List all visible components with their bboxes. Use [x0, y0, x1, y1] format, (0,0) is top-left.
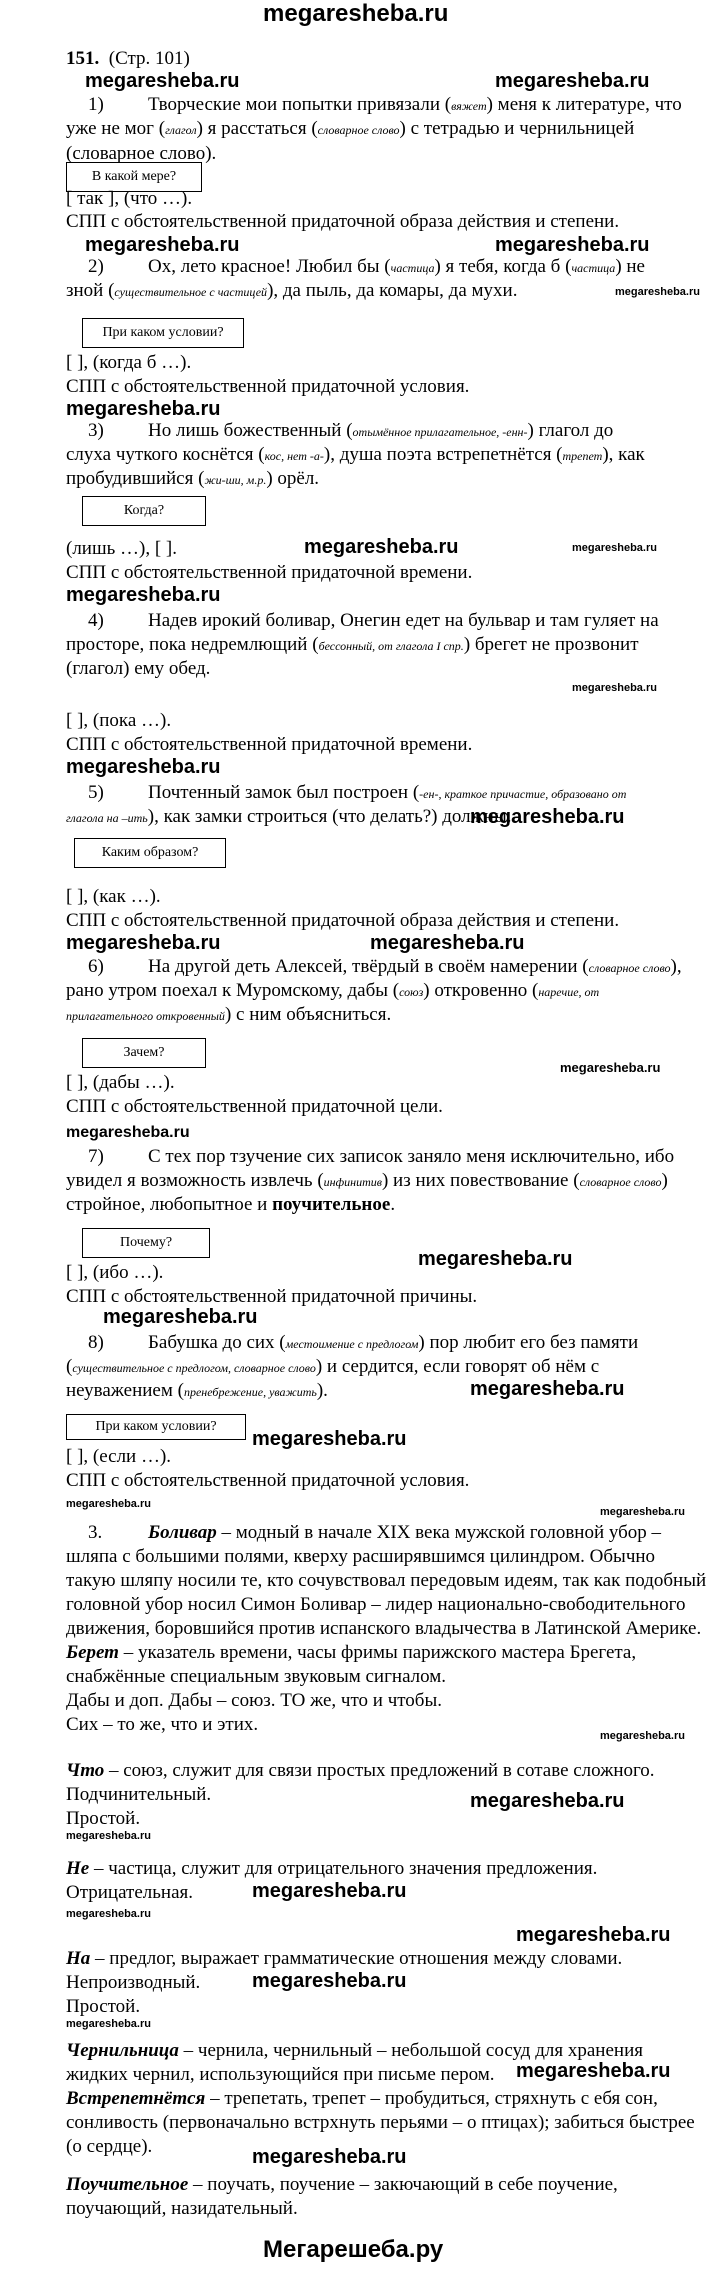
sentence-type: СПП с обстоятельственной придаточной условия. — [66, 376, 470, 397]
scheme: [ ], (ибо …). — [66, 1262, 164, 1283]
watermark-small: megaresheba.ru — [66, 1908, 151, 1920]
item-line: зной (существительное с частицей), да пыль, да комары, да мухи. — [66, 280, 518, 301]
scheme: [ так ], (что …). — [66, 188, 193, 209]
definition-line: Боливар – модный в начале XIX века мужской головной убор – — [148, 1522, 662, 1543]
watermark-small: megaresheba.ru — [572, 542, 657, 554]
item-line: (словарное слово). — [66, 143, 217, 164]
scheme: [ ], (как …). — [66, 886, 161, 907]
scheme: [ ], (дабы …). — [66, 1072, 175, 1093]
item-line: глагола на –ить), как замки строиться (что делать?) должны. — [66, 806, 512, 827]
item-line: Но лишь божественный (отымённое прилагательное, -енн-) глагол до — [148, 420, 614, 441]
question-box: В какой мере? — [66, 162, 202, 192]
watermark: megaresheba.ru — [470, 1790, 625, 1812]
item-number: 4) — [88, 610, 104, 631]
scheme: (лишь …), [ ]. — [66, 538, 178, 559]
watermark: megaresheba.ru — [85, 70, 240, 92]
definition-line: такую шляпу носили те, кто сочувствовал передовым идеям, так как подобный — [66, 1570, 707, 1591]
definition-line: Дабы и доп. Дабы – союз. ТО же, что и чтобы. — [66, 1690, 442, 1711]
scheme: [ ], (когда б …). — [66, 352, 192, 373]
sentence-type: СПП с обстоятельственной придаточной образа действия и степени. — [66, 211, 620, 232]
definition-line: шляпа с большими полями, кверху расширявшимся цилиндром. Обычно — [66, 1546, 656, 1567]
item-line: рано утром поехал к Муромскому, дабы (союз) откровенно (наречие, от — [66, 980, 600, 1001]
watermark: megaresheba.ru — [495, 234, 650, 256]
section-number: 3. — [88, 1522, 103, 1543]
definition-line: жидких чернил, использующийся при письме пером. — [66, 2064, 495, 2085]
item-line: увидел я возможность извлечь (инфинитив) из них повествование (словарное слово) — [66, 1170, 668, 1191]
item-number: 7) — [88, 1146, 104, 1167]
watermark-small: megaresheba.ru — [66, 1498, 151, 1510]
watermark: megaresheba.ru — [516, 1924, 671, 1946]
question-box: При каком условии? — [82, 318, 244, 348]
item-line: просторе, пока недремлющий (бессонный, от глагола I спр.) брегет не прозвонит — [66, 634, 639, 655]
definition-line: Простой. — [66, 1996, 141, 2017]
definition-line: (о сердце). — [66, 2136, 153, 2157]
item-line: неуважением (пренебрежение, уважить). — [66, 1380, 328, 1401]
definition-line: Сих – то же, что и этих. — [66, 1714, 259, 1735]
item-line: уже не мог (глагол) я расстаться (словарное слово) с тетрадью и чернильницей — [66, 118, 635, 139]
definition-line: Берет – указатель времени, часы фримы парижского мастера Брегета, — [66, 1642, 637, 1663]
question-box: Зачем? — [82, 1038, 206, 1068]
definition-line: Непроизводный. — [66, 1972, 201, 1993]
watermark: megaresheba.ru — [495, 70, 650, 92]
item-number: 8) — [88, 1332, 104, 1353]
sentence-type: СПП с обстоятельственной придаточной времени. — [66, 562, 473, 583]
item-number: 1) — [88, 94, 104, 115]
definition-line: Простой. — [66, 1808, 141, 1829]
item-line: (существительное с предлогом, словарное слово) и сердится, если говорят об нём с — [66, 1356, 600, 1377]
question-box: Когда? — [82, 496, 206, 526]
watermark: megaresheba.ru — [516, 2060, 671, 2082]
item-line: (глагол) ему обед. — [66, 658, 211, 679]
item-line: С тех пор тзучение сих записок заняло меня исключительно, ибо — [148, 1146, 675, 1167]
definition-line: Встрепетнётся – трепетать, трепет – пробудиться, стряхнуть с ебя сон, — [66, 2088, 658, 2109]
watermark: megaresheba.ru — [470, 1378, 625, 1400]
item-line: прилагательного откровенный) с ним объясниться. — [66, 1004, 392, 1025]
definition-line: Поучительное – поучать, поучение – закючающий в себе поучение, — [66, 2174, 618, 2195]
definition-line: Подчинительный. — [66, 1784, 212, 1805]
scheme: [ ], (пока …). — [66, 710, 172, 731]
watermark: megaresheba.ru — [304, 536, 459, 558]
sentence-type: СПП с обстоятельственной придаточной условия. — [66, 1470, 470, 1491]
item-number: 5) — [88, 782, 104, 803]
watermark-small: megaresheba.ru — [66, 1124, 190, 1141]
item-number: 2) — [88, 256, 104, 277]
exercise-page: (Стр. 101) — [108, 48, 190, 69]
watermark-small: megaresheba.ru — [66, 1830, 151, 1842]
definition-line: сонливость (первоначально встрхнуть перьями – о птицах); забиться быстрее — [66, 2112, 695, 2133]
definition-line: На – предлог, выражает грамматические отношения между словами. — [66, 1948, 623, 1969]
item-line: стройное, любопытное и поучительное. — [66, 1194, 396, 1215]
scheme: [ ], (если …). — [66, 1446, 172, 1467]
item-line: Почтенный замок был построен (-ен-, краткое причастие, образовано от — [148, 782, 627, 803]
watermark: megaresheba.ru — [418, 1248, 573, 1270]
definition-line: Отрицательная. — [66, 1882, 194, 1903]
item-line: Бабушка до сих (местоимение с предлогом) пор любит его без памяти — [148, 1332, 639, 1353]
sentence-type: СПП с обстоятельственной придаточной причины. — [66, 1286, 478, 1307]
definition-line: движения, боровшийся против испанского владычества в Латинской Америке. — [66, 1618, 702, 1639]
sentence-type: СПП с обстоятельственной придаточной цели. — [66, 1096, 443, 1117]
watermark: megaresheba.ru — [470, 806, 625, 828]
definition-line: снабжённые специальным звуковым сигналом. — [66, 1666, 447, 1687]
watermark: megaresheba.ru — [252, 1880, 407, 1902]
item-line: пробудившийся (жи-ши, м.р.) орёл. — [66, 468, 320, 489]
item-number: 3) — [88, 420, 104, 441]
item-line: Надев ирокий боливар, Онегин едет на бульвар и там гуляет на — [148, 610, 659, 631]
exercise-number: 151. — [66, 48, 100, 69]
item-number: 6) — [88, 956, 104, 977]
watermark-small: megaresheba.ru — [615, 286, 700, 298]
footer-site: Мегарешеба.ру — [263, 2236, 444, 2263]
watermark: megaresheba.ru — [66, 584, 221, 606]
watermark: megaresheba.ru — [66, 932, 221, 954]
definition-line: головной убор носил Симон Боливар – лидер национально-свободительного — [66, 1594, 686, 1615]
watermark-small: megaresheba.ru — [560, 1060, 661, 1075]
watermark-small: megaresheba.ru — [600, 1506, 685, 1518]
definition-line: Не – частица, служит для отрицательного значения предложения. — [66, 1858, 598, 1879]
watermark: megaresheba.ru — [85, 234, 240, 256]
watermark: megaresheba.ru — [66, 398, 221, 420]
watermark-small: megaresheba.ru — [66, 2018, 151, 2030]
item-line: слуха чуткого коснётся (кос, нет -а-), душа поэта встрепетнётся (трепет), как — [66, 444, 645, 465]
question-box: Каким образом? — [74, 838, 226, 868]
watermark: megaresheba.ru — [66, 756, 221, 778]
definition-line: Что – союз, служит для связи простых предложений в сотаве сложного. — [66, 1760, 655, 1781]
sentence-type: СПП с обстоятельственной придаточной времени. — [66, 734, 473, 755]
watermark-small: megaresheba.ru — [600, 1730, 685, 1742]
watermark: megaresheba.ru — [252, 1428, 407, 1450]
watermark: megaresheba.ru — [103, 1306, 258, 1328]
question-box: Почему? — [82, 1228, 210, 1258]
watermark-small: megaresheba.ru — [572, 682, 657, 694]
item-line: На другой деть Алексей, твёрдый в своём намерении (словарное слово), — [148, 956, 682, 977]
definition-line: поучающий, назидательный. — [66, 2198, 298, 2219]
question-box: При каком условии? — [66, 1414, 246, 1440]
definition-line: Чернильница – чернила, чернильный – небольшой сосуд для хранения — [66, 2040, 643, 2061]
watermark: megaresheba.ru — [252, 2146, 407, 2168]
watermark: megaresheba.ru — [252, 1970, 407, 1992]
watermark: megaresheba.ru — [370, 932, 525, 954]
header-site: megaresheba.ru — [263, 0, 449, 27]
sentence-type: СПП с обстоятельственной придаточной образа действия и степени. — [66, 910, 620, 931]
exercise-heading — [66, 48, 190, 70]
item-line: Ох, лето красное! Любил бы (частица) я тебя, когда б (частица) не — [148, 256, 645, 277]
item-line: Творческие мои попытки привязали (вяжет) меня к литературе, что — [148, 94, 682, 115]
